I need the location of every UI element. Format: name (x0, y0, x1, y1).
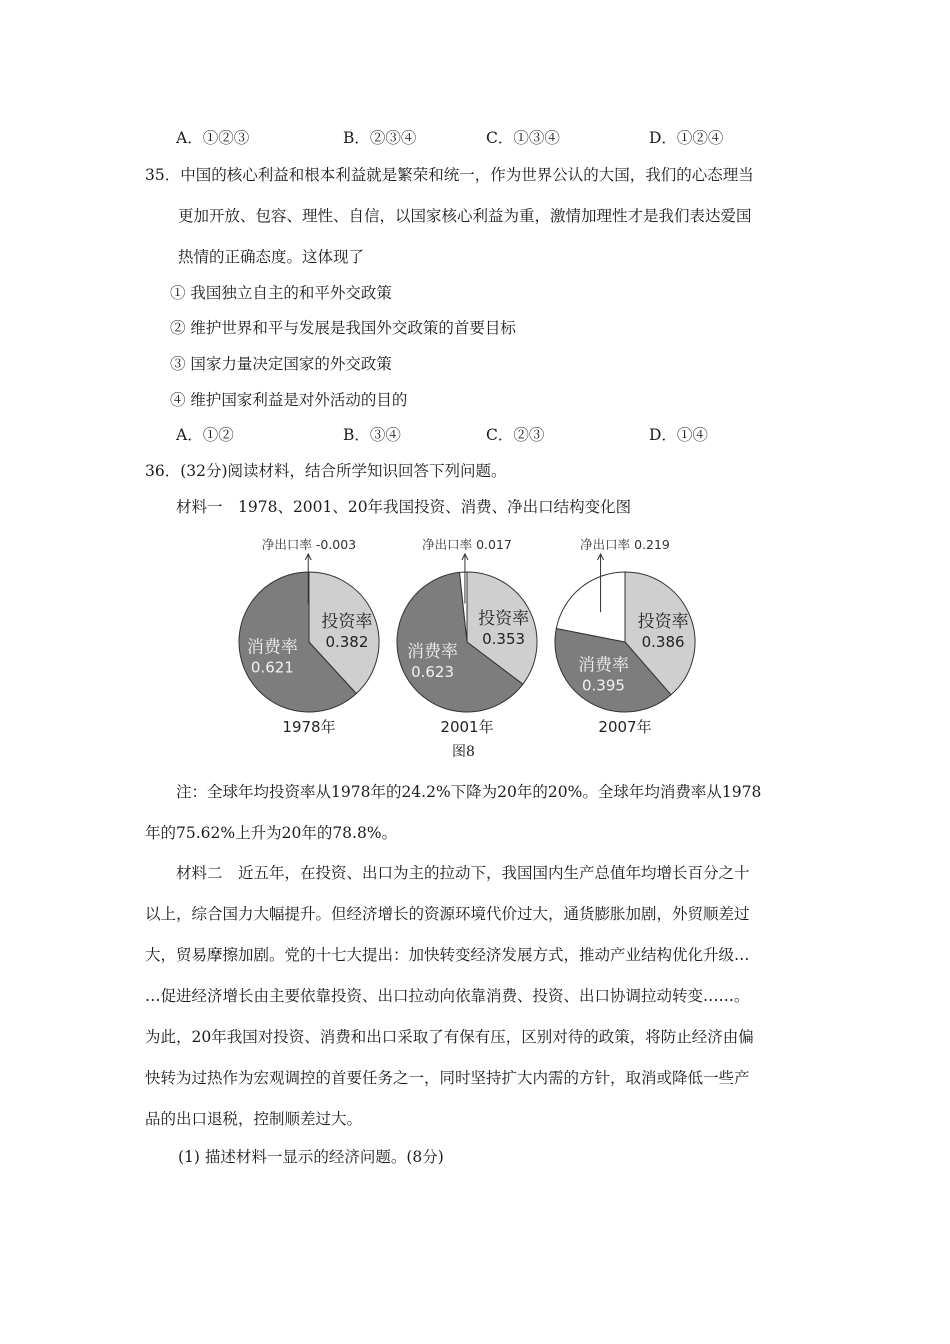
note-line: 注：全球年均投资率从1978年的24.2%下降为20年的20%。全球年均消费率从1978 (176, 783, 762, 801)
material2-line: 为此，20年我国对投资、消费和出口采取了有保有压，区别对待的政策，将防止经济由偏 (145, 1028, 754, 1046)
q35-stem-line: 热情的正确态度。这体现了 (178, 248, 365, 266)
material1-title: 材料一 1978、2001、20年我国投资、消费、净出口结构变化图 (176, 498, 632, 516)
q36-stem: 36．(32分)阅读材料，结合所学知识回答下列问题。 (145, 462, 507, 480)
material2-line: 品的出口退税，控制顺差过大。 (145, 1110, 363, 1128)
pie-year-label: 2001年 (440, 718, 494, 736)
consumption-slice-value: 0.395 (581, 676, 625, 695)
investment-slice-label: 投资率 (321, 611, 373, 632)
q35-option-c: C．②③ (486, 426, 545, 444)
consumption-slice-label: 消费率 (246, 637, 298, 658)
investment-slice-value: 0.382 (325, 632, 369, 651)
investment-slice-value: 0.386 (641, 633, 685, 652)
q35-option-a: A．①② (176, 426, 234, 444)
note-line: 年的75.62%上升为20年的78.8%。 (145, 824, 398, 842)
material2-line: 快转为过热作为宏观调控的首要任务之一，同时坚持扩大内需的方针，取消或降低一些产 (145, 1069, 750, 1087)
investment-slice-label: 投资率 (637, 612, 689, 633)
q35-stem-line: 35．中国的核心利益和根本利益就是繁荣和统一，作为世界公认的大国，我们的心态理当 (145, 166, 754, 184)
q35-item: ② 维护世界和平与发展是我国外交政策的首要目标 (170, 319, 516, 337)
pie-charts-svg (228, 530, 720, 762)
consumption-slice-value: 0.623 (411, 663, 455, 682)
material2-line: 大，贸易摩擦加剧。党的十七大提出：加快转变经济发展方式，推动产业结构优化升级… (145, 946, 750, 964)
pie-year-label: 1978年 (282, 718, 336, 736)
q35-item: ③ 国家力量决定国家的外交政策 (170, 355, 392, 373)
q35-item: ④ 维护国家利益是对外活动的目的 (170, 391, 408, 409)
sub-question-1: (1) 描述材料一显示的经济问题。(8分) (178, 1148, 444, 1166)
q35-option-d: D．①④ (649, 426, 708, 444)
material2-line: 材料二 近五年，在投资、出口为主的拉动下，我国国内生产总值年均增长百分之十 (176, 864, 750, 882)
q35-option-b: B．③④ (343, 426, 401, 444)
pie-year-label: 2007年 (598, 718, 652, 736)
consumption-slice-value: 0.621 (250, 658, 294, 677)
material2-line: 以上，综合国力大幅提升。但经济增长的资源环境代价过大，通货膨胀加剧，外贸顺差过 (145, 905, 750, 923)
investment-slice-label: 投资率 (478, 608, 530, 629)
q34-option-d: D．①②④ (649, 129, 724, 147)
pie-charts-figure (228, 530, 720, 762)
figure-caption: 图8 (452, 744, 475, 760)
net-export-label: 净出口率 0.219 (580, 537, 670, 552)
investment-slice-value: 0.353 (482, 629, 526, 648)
net-export-label: 净出口率 0.017 (422, 537, 512, 552)
q35-item: ① 我国独立自主的和平外交政策 (170, 284, 392, 302)
material2-line: …促进经济增长由主要依靠投资、出口拉动向依靠消费、投资、出口协调拉动转变……。 (145, 987, 750, 1005)
q34-option-a: A．①②③ (176, 129, 250, 147)
q34-option-b: B．②③④ (343, 129, 417, 147)
net-export-label: 净出口率 -0.003 (261, 537, 357, 552)
q34-option-c: C．①③④ (486, 129, 560, 147)
consumption-slice-label: 消费率 (407, 642, 459, 663)
consumption-slice-label: 消费率 (577, 655, 629, 676)
q35-stem-line: 更加开放、包容、理性、自信，以国家核心利益为重，激情加理性才是我们表达爱国 (178, 207, 752, 225)
